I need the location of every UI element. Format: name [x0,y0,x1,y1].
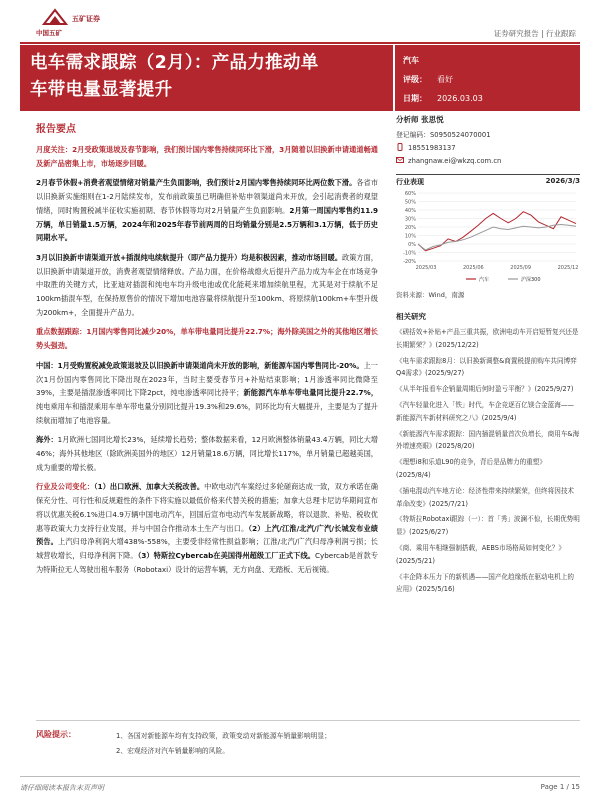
p7-t3: Cybercab是首款专为特斯拉无人驾驶出租车服务（Robotaxi）设计的运营车辆，无方向盘、无踏板、无后视镜。 [36,550,378,574]
p7-t1: 中欧电动汽车案经过多轮磋商达成一致，双方承诺在确保充分性、可行性和反规避性的条件下将实施以最低价格来代替关税的措施；加拿大总理卡尼访华期间宣布将以优惠关税6.1%进口4.9万辆中国电动汽车，回国后宣布电动汽车发展新战略，将以退款、补贴、税收优惠等政策大力支持行业发展，并与中国合作推动本土生产与出口。 [36,482,378,533]
date-row [403,89,572,108]
related-item[interactable]: 《特斯拉Robotaxi跟踪（一）：首「秀」波澜不惊，长期优势明显》(2025/6/27) [396,515,580,537]
p7-bold: 行业及公司变化： [36,482,94,492]
key-data: 重点数据跟踪：1月国内零售同比减少20%，单车带电量同比提升22.7%；海外除美国之外的其他地区增长势头强劲。 [36,327,378,351]
chart-source: 资料来源：Wind，南源 [396,291,465,299]
page-footer [20,776,580,792]
date-key: 日期： [403,94,427,103]
p6-bold: 海外： [36,435,58,445]
header-divider [20,42,580,44]
page-header [0,0,600,44]
phone-icon [396,143,404,151]
y-tick-label: 50% [404,199,416,206]
paragraph-overseas [36,433,378,474]
page-number: Page 1 / 15 [540,783,580,791]
p7-b1: （1）出口欧洲、加拿大关税改善。 [93,482,205,492]
date-value: 2026.03.03 [437,94,483,103]
p2-bold1: 2月春节休假+消费者观望情绪对销量产生负面影响，我们预计2月国内零售持续同环比两位数下滑。 [36,178,357,188]
main-content [36,120,378,582]
x-tick-label: 2025/03 [415,265,437,271]
analyst-phone: 18551983137 [408,144,456,152]
related-item[interactable]: 《磋括效+补贴+产品三重共振，欧洲电动车开启短暂复兴还是长期繁荣？》(2025/12/22) [396,328,579,349]
performance-chart [396,189,580,285]
related-item[interactable]: 《汽车轻量化进入「铁」时代，车企竞逐百亿镁合金蓝海——新能源汽车新材料研究之八》(2025/9/4) [396,400,575,422]
related-item[interactable]: 《从半年报看车企销量周期后何时盈亏平衡？》(2025/9/27) [396,385,574,394]
risk-title: 风险提示： [36,730,76,739]
x-tick-label: 2025/12 [557,265,579,271]
y-tick-label: -20% [403,259,416,265]
industry-chart [396,174,580,299]
analyst-email-row [396,155,580,168]
analyst-name: 分析师 张思悦 [396,115,444,124]
p5-text2: 纯电乘用车和插混乘用车单车带电量分别同比提升19.3%和29.6%，同环比均有大幅提升，主要是为了提升续航而增加了电池容量。 [36,401,378,425]
paragraph-china [36,359,378,428]
title-banner [20,45,393,111]
y-tick-label: -10% [403,250,416,257]
p7-t2: 上汽归母净利润大增438%-558%，主要受非经常性损益影响；江淮/北汽/广汽归母净利润亏损；长城营收增长，归母净利润下降。 [36,537,378,560]
logo-name: 中国五矿 [36,29,62,37]
email-icon [396,156,404,164]
y-tick-label: 10% [404,233,416,240]
x-tick-label: 2025/09 [510,265,532,271]
minmetals-logo-icon [42,8,68,26]
logo-brand: 五矿证券 [72,15,100,23]
chart-header [396,175,580,189]
rating-row [403,70,572,89]
related-list [396,326,580,596]
p7-b2: （2）上汽/江淮/北汽/广汽/长城发布业绩预告。 [36,523,378,547]
p5-text1: 上一次1月份国内零售同比下降出现在2023年，当时主要受春节月+补贴结束影响；1月渗透率同比微降至39%，主要是插混渗透率同比下降2pct，纯电渗透率同比持平； [36,360,378,398]
disclaimer-note: 请仔细阅读本报告末页声明 [20,784,104,792]
related-item[interactable]: 《插电混动汽车地方论：经济性带来持续繁荣，但终将因技术革命改变》(2025/7/21) [396,486,575,508]
risk-items [116,729,580,759]
analyst-email: zhangnaw.ei@wkzq.com.cn [408,157,502,165]
industry-row [403,51,572,70]
rating-value: 看好 [437,75,453,84]
y-tick-label: 30% [404,216,416,223]
p3-bold: 3月以旧换新申请渠道开放+插混纯电续航提升（即产品力提升）均是积极因素，推动市场回暖。 [36,252,343,262]
report-title-line2: 车带电量显著提升 [30,80,173,100]
y-tick-label: 0% [408,242,416,248]
rating-key: 评级： [403,75,427,84]
legend-label: 汽车 [479,277,490,283]
risk-item: 1、各国对新能源车均有支持政策，政策变动对新能源车销量影响明显； [116,732,332,740]
related-item[interactable]: 《新能源汽车需求跟踪：国内插混销量首次负增长，商用车&海外增速亮眼》(2025/8/20) [396,429,580,451]
analyst-reg: 登记编码：S0950524070001 [396,131,491,139]
paragraph-industry [36,480,378,576]
legend-label: 沪深300 [521,277,541,283]
analyst-phone-row [396,142,580,155]
paragraph-march [36,251,378,320]
related-item[interactable]: 《丰企降本压力下的新机遇——国产化趋缘纸在驱动电机上的应用》(2025/5/16) [396,572,575,594]
p6-text: 1月欧洲七国同比增长23%，延续增长趋势；整体数据来看，12月欧洲整体销量43.4万辆，同比大增46%；海外其他地区（除欧洲美国外的地区）12月销量18.6万辆，同比增长117%，单月销量已超越美国，成为重要的增长极。 [36,435,378,472]
sidebar [396,114,580,599]
p5-bold2: 新能源汽车单车带电量同比提升22.7%， [243,388,379,398]
meta-panel [395,45,580,111]
section-title: 报告要点 [36,124,76,135]
related-item[interactable]: 《理想i8和乐道L90的竞争，背后是品牌力的重塑》(2025/8/4) [396,458,546,479]
risk-section [36,720,580,759]
y-tick-label: 20% [404,225,416,231]
p5-bold1: 中国：1月受购置税减免政策退坡及以旧换新申请渠道尚未开放的影响，新能源车国内零售同比-20%。 [36,360,364,370]
monthly-focus: 月度关注：2月受政策退坡及春节影响，我们预计国内零售持续同环比下滑，3月随着以旧换新申请通道畅通及新产品密集上市，市场逐步回暖。 [36,145,378,168]
related-title: 相关研究 [396,312,426,321]
y-tick-label: 40% [404,208,416,214]
p7-b3: （3）特斯拉Cybercab在美国得州超级工厂正式下线。 [137,550,315,560]
related-item[interactable]: 《商、乘用车相继强制搭载，AEBS市场格局如何变化？》(2025/5/21) [396,543,565,565]
paragraph-feb [36,176,378,245]
y-tick-label: 60% [404,191,416,197]
report-title-line1: 电车需求跟踪（2月）：产品力推动单 [30,53,319,73]
company-logo [36,6,112,38]
risk-item: 2、宏观经济对汽车销量影响的风险。 [116,747,230,755]
related-item[interactable]: 《电车需求跟踪8月：以旧换新调整&商置税提前购车共同博弈Q4需求》(2025/9/27) [396,356,577,378]
p2-text1: 各省市以旧换新实施细则在1-2月陆续发布，发布前政策虽已明确但补贴申领渠道尚未开放，会引起消费者的观望情绪，同时购置税减半征收实施初期、春节休假等均对2月销量产生负面影响。 [36,178,378,215]
industry-label: 汽车 [403,56,419,65]
x-tick-label: 2025/06 [462,265,484,271]
p3-text: 政策方面，以旧换新申请渠道开放，消费者观望情绪释放。产品力面，在价格战熄火后提升产品力成为车企在市场竞争中取胜的关键方式，比亚迪对插混和纯电车均升级电池或优化能耗来增加续航里程，尤其是对于续航不足100km插混车型，在保持原售价的情况下增加电池容量将续航提升至100km、将原续航100km+车型升级为200km+，全面提升产品力。 [36,252,378,317]
p2-bold2: 2月第一周国内零售约11.9万辆，单日销量1.5万辆，2024年和2025年春节前两周的日均销量分别是2.5万辆和3.1万辆，低于历史同期水平。 [36,205,378,243]
chart-title: 行业表现 [396,178,424,186]
chart-date: 2026/3/3 [545,177,580,185]
report-type-label: 证券研究报告 | 行业跟踪 [493,29,576,38]
